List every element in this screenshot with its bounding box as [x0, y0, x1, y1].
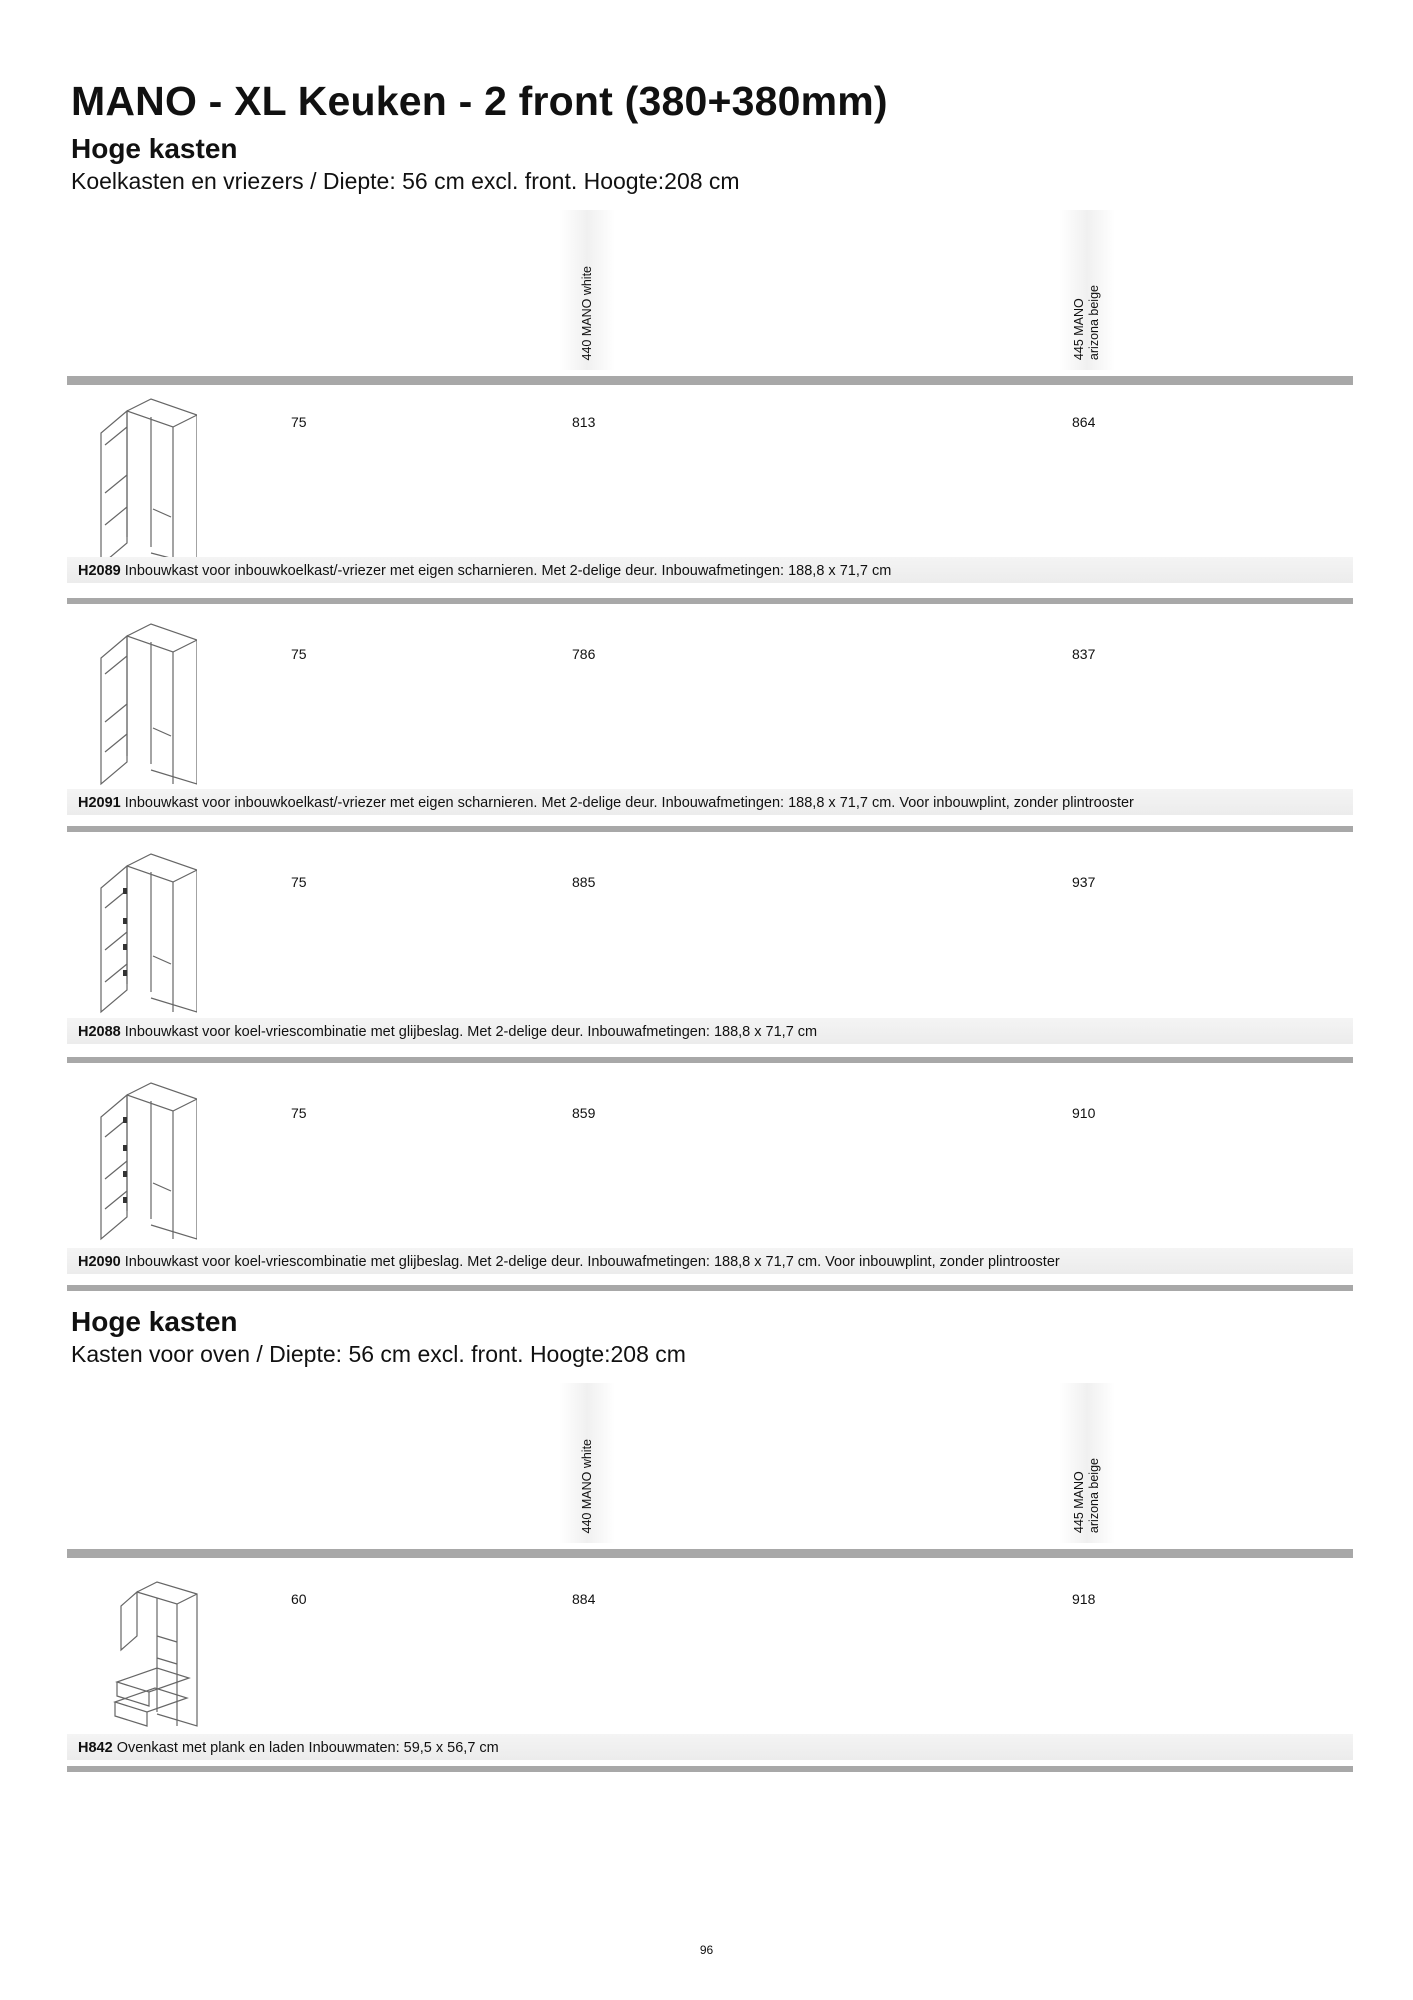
tall-fridge-cabinet-icon	[87, 622, 197, 792]
column-header-beige	[1059, 210, 1115, 370]
price-white: 859	[572, 1105, 596, 1121]
price-beige: 864	[1072, 414, 1096, 430]
page-number: 96	[699, 1943, 714, 1957]
tall-fridge-cabinet-icon	[87, 397, 197, 567]
width-value: 75	[291, 646, 307, 662]
header-divider	[67, 376, 1353, 385]
row-description	[67, 1018, 1353, 1044]
article-code: H2088	[78, 1024, 121, 1040]
column-label: 440 MANO white	[580, 1438, 594, 1533]
row-divider	[67, 1285, 1353, 1291]
article-description: Inbouwkast voor koel-vriescombinatie met glijbeslag. Met 2-delige deur. Inbouwafmetingen: 188,8 x 71,7 cm. Voor inbouwplint, zonder plintrooster	[124, 1254, 1060, 1270]
width-value: 75	[291, 874, 307, 890]
column-header-white	[559, 1383, 615, 1543]
article-code: H2090	[78, 1254, 121, 1270]
price-beige: 937	[1072, 874, 1096, 890]
article-code: H842	[78, 1740, 113, 1756]
article-description: Inbouwkast voor inbouwkoelkast/-vriezer met eigen scharnieren. Met 2-delige deur. Inbouwafmetingen: 188,8 x 71,7 cm	[124, 563, 892, 579]
price-beige: 918	[1072, 1591, 1096, 1607]
table-row	[67, 1063, 1353, 1285]
section-heading: Hoge kasten	[71, 133, 238, 164]
row-description	[67, 557, 1353, 583]
price-beige: 910	[1072, 1105, 1096, 1121]
price-white: 885	[572, 874, 596, 890]
tall-fridge-combi-cabinet-icon	[87, 1081, 197, 1251]
width-value: 75	[291, 414, 307, 430]
price-white: 884	[572, 1591, 596, 1607]
article-description: Ovenkast met plank en laden Inbouwmaten: 59,5 x 56,7 cm	[116, 1740, 499, 1756]
article-code: H2089	[78, 563, 121, 579]
price-beige: 837	[1072, 646, 1096, 662]
table-row	[67, 1558, 1353, 1764]
table-row	[67, 385, 1353, 598]
row-description	[67, 1248, 1353, 1274]
column-label: 445 MANO arizona beige	[1072, 284, 1101, 360]
page-title: MANO - XL Keuken - 2 front (380+380mm)	[71, 78, 888, 124]
section-heading: Hoge kasten	[71, 1306, 238, 1337]
oven-cabinet-icon	[107, 1578, 207, 1728]
column-label: 440 MANO white	[580, 265, 594, 360]
column-header-white	[559, 210, 615, 370]
article-code: H2091	[78, 795, 121, 811]
header-divider	[67, 1549, 1353, 1558]
price-white: 813	[572, 414, 596, 430]
row-description	[67, 789, 1353, 815]
price-white: 786	[572, 646, 596, 662]
width-value: 75	[291, 1105, 307, 1121]
column-header-beige	[1059, 1383, 1115, 1543]
table-row	[67, 604, 1353, 826]
section-subheading: Kasten voor oven / Diepte: 56 cm excl. front. Hoogte:208 cm	[71, 1341, 686, 1367]
width-value: 60	[291, 1591, 307, 1607]
column-label: 445 MANO arizona beige	[1072, 1457, 1101, 1533]
row-description	[67, 1734, 1353, 1760]
article-description: Inbouwkast voor koel-vriescombinatie met glijbeslag. Met 2-delige deur. Inbouwafmetingen: 188,8 x 71,7 cm	[124, 1024, 818, 1040]
table-row	[67, 832, 1353, 1057]
section-subheading: Koelkasten en vriezers / Diepte: 56 cm excl. front. Hoogte:208 cm	[71, 168, 740, 194]
row-divider	[67, 1766, 1353, 1772]
article-description: Inbouwkast voor inbouwkoelkast/-vriezer met eigen scharnieren. Met 2-delige deur. Inbouwafmetingen: 188,8 x 71,7 cm. Voor inbouwplint, zonder plintrooster	[124, 795, 1134, 811]
tall-fridge-combi-cabinet-icon	[87, 852, 197, 1022]
